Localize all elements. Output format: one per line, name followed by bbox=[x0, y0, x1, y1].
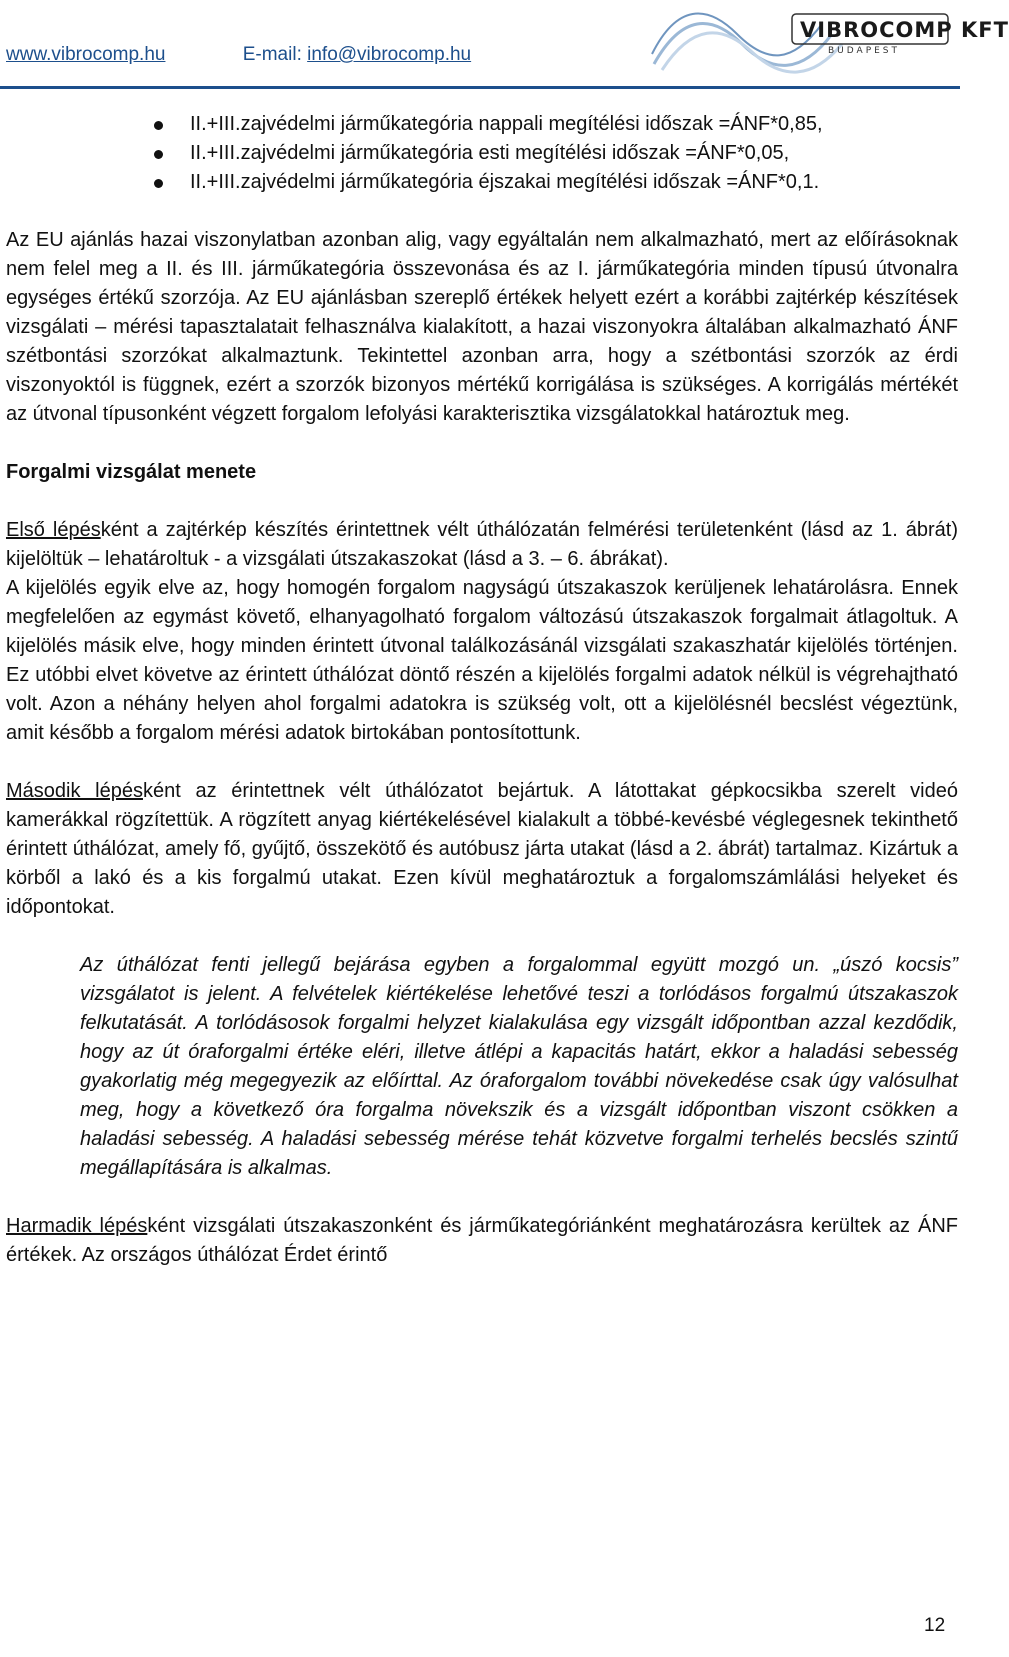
bullet-icon bbox=[154, 121, 163, 130]
bullet-icon bbox=[154, 179, 163, 188]
step-three-text: ként vizsgálati útszakaszonként és járműkategóriánként meghatározásra kerültek az ÁNF értékek. Az országos úthálózat Érdet érintő bbox=[6, 1215, 958, 1266]
logo-text: VIBROCOMP KFT bbox=[800, 18, 1009, 42]
list-item bbox=[6, 110, 958, 139]
page-header bbox=[0, 0, 1009, 90]
page-number: 12 bbox=[924, 1615, 946, 1636]
paragraph-step-one bbox=[6, 516, 958, 574]
bullet-icon bbox=[154, 150, 163, 159]
step-one-label: Első lépés bbox=[6, 519, 101, 541]
list-item bbox=[6, 139, 958, 168]
company-logo bbox=[652, 4, 1009, 78]
section-heading: Forgalmi vizsgálat menete bbox=[6, 461, 257, 483]
list-item bbox=[6, 168, 958, 197]
paragraph-step-three bbox=[6, 1212, 958, 1270]
bullet-text: II.+III.zajvédelmi járműkategória nappali megítélési időszak =ÁNF*0,85, bbox=[190, 113, 823, 135]
step-one-text: ként a zajtérkép készítés érintettnek vélt úthálózatán felmérési területenként (lásd az 1. ábrát) kijelöltük – lehatároltuk - a vizsgálati útszakaszokat (lásd a 3. – 6. ábrákat). bbox=[6, 519, 958, 570]
header-divider bbox=[0, 86, 960, 89]
bullet-text: II.+III.zajvédelmi járműkategória esti megítélési időszak =ÁNF*0,05, bbox=[190, 142, 790, 164]
logo-subtext: BUDAPEST bbox=[828, 46, 901, 56]
step-three-label: Harmadik lépés bbox=[6, 1215, 148, 1237]
bullet-text: II.+III.zajvédelmi járműkategória éjszakai megítélési időszak =ÁNF*0,1. bbox=[190, 171, 820, 193]
paragraph-eu-recommendation: Az EU ajánlás hazai viszonylatban azonban alig, vagy egyáltalán nem alkalmazható, mert az előírásoknak nem felel meg a II. és III. járműkategória összevonása és az I. járműkategória minden típusú útvonalra egységes értékű szorzója. Az EU ajánlásban szereplő értékek helyett ezért a korábbi zajtérkép készítések vizsgálati – mérési tapasztalatait felhasználva kialakított, a hazai viszonyokra általában alkalmazható ÁNF szétbontási szorzókat alkalmaztunk. Tekintettel azonban arra, hogy a szétbontási szorzók az érdi viszonyoktól is függnek, ezért a szorzók bizonyos mértékű korrigálása is szükséges. A korrigálás mértékét az útvonal típusonként végzett forgalom lefolyási karakterisztika vizsgálatokkal határoztuk meg. bbox=[6, 229, 958, 425]
bullet-list bbox=[6, 110, 958, 197]
paragraph-selection-principles: A kijelölés egyik elve az, hogy homogén forgalom nagyságú útszakaszok kerüljenek lehatárolásra. Ennek megfelelően az egymást követő, elhanyagolható forgalom változású útszakaszok forgalmait átlagoltuk. A kijelölés másik elve, hogy minden érintett útvonal találkozásánál vizsgálati szakaszhatár kijelölés történjen. Ez utóbbi elvet követve az érintett úthálózat döntő részén a kijelölés forgalmi adatok nélkül is végrehajtható volt. Azon a néhány helyen ahol forgalmi adatokra is szükség volt, ott a kijelölésnél becslést végeztünk, amit később a forgalom mérési adatok birtokában pontosítottunk. bbox=[6, 577, 958, 744]
step-two-label: Második lépés bbox=[6, 780, 143, 802]
header-contact bbox=[6, 44, 471, 66]
website-link[interactable]: www.vibrocomp.hu bbox=[6, 44, 166, 65]
email-label: E-mail: bbox=[242, 44, 302, 65]
email-link[interactable]: info@vibrocomp.hu bbox=[307, 44, 472, 65]
document-body bbox=[6, 110, 958, 1270]
paragraph-floating-car: Az úthálózat fenti jellegű bejárása egyben a forgalommal együtt mozgó un. „úszó kocsis” vizsgálatot is jelent. A felvételek kiértékelése lehetővé teszi a torlódásos forgalmú útszakaszok felkutatását. A torlódásosok forgalmi helyzet kialakulása egy vizsgált időpontban azzal kezdődik, hogy az út óraforgalmi értéke eléri, illetve átlépi a kapacitás határt, ekkor a haladási sebesség gyakorlatig még megegyezik az előírttal. Az óraforgalom további növekedése csak úgy valósulhat meg, hogy a következő óra forgalma növekszik és a vizsgált időpontban viszont csökken a haladási sebesség. A haladási sebesség mérése tehát közvetve forgalmi terhelés becslés szintű megállapítására is alkalmas. bbox=[80, 954, 958, 1179]
paragraph-step-two bbox=[6, 777, 958, 922]
step-two-text: ként az érintettnek vélt úthálózatot bejártuk. A látottakat gépkocsikba szerelt videó kamerákkal rögzítettük. A rögzített anyag kiértékelésével kialakult a többé-kevésbé véglegesnek tekinthető érintett úthálózat, amely fő, gyűjtő, összekötő és autóbusz járta utakat (lásd a 2. ábrát) tartalmaz. Kizártuk a körből a lakó és a kis forgalmú utakat. Ezen kívül meghatároztuk a forgalomszámlálási helyeket és időpontokat. bbox=[6, 780, 958, 918]
